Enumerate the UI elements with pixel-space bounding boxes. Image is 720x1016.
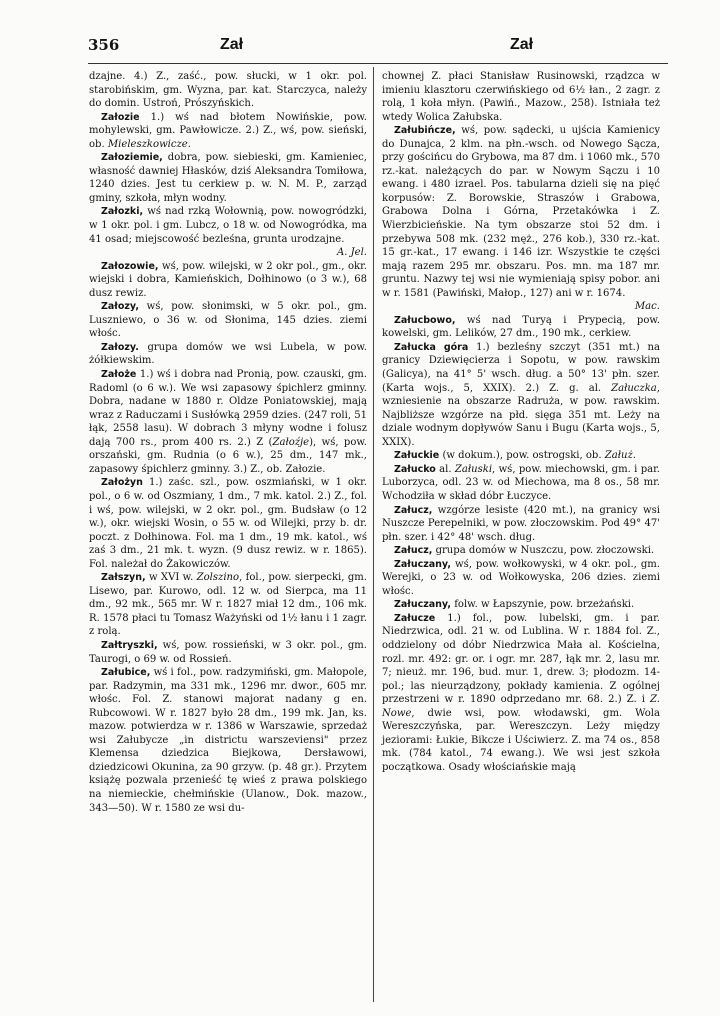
entry-headword: Załszyn, xyxy=(101,572,146,584)
entry-text: chownej Z. płaci Stanisław Rusinowski, rządzca w imieniu klasztoru czerwińskiego od 6½ łan., 2 zagr. z rolą, 1 koła młyn. (Pawiń., Mazow., 258). Istniała też wtedy Wolica Załubska. xyxy=(382,71,660,123)
entry-text-tail: , fol., pow. sierpecki, gm. Lisewo, par. Kurowo, odl. 12 w. od Sierpca, ma 11 dm., 92 mk., 565 mr. W r. 1827 miał 12 dm., 106 mk. R. 1578 płaci tu Tomasz Ważyński od 1½ łanu i 1 zagr. z rolą. xyxy=(89,572,367,638)
dictionary-entry xyxy=(89,111,367,152)
header-headword-left: Zał xyxy=(220,36,244,53)
entry-text: 1.) bezleśny szczyt (351 mt.) na granicy Dziewięcierza i Sopotu, w pow. rawskim (Galicya), na 41° 5' wsch. dług. a 50° 13' płn. szer. (Karta wojs., 5, XXIX). 2.) Z. g. al. xyxy=(382,341,660,394)
dictionary-entry xyxy=(89,151,367,205)
entry-headword: Załucz, xyxy=(394,545,433,557)
entry-headword: Załtryszki, xyxy=(101,639,158,651)
entry-text: wś, pow. rossieński, w 3 okr. pol., gm. Taurogi, o 69 w. od Rossień. xyxy=(89,639,367,665)
entry-italic-ref: Załoźje xyxy=(272,436,310,448)
entry-headword: Załoziemie, xyxy=(101,152,163,164)
dictionary-entry xyxy=(89,260,367,301)
entry-text: wś, pow. słonimski, w 5 okr. pol., gm. Luszniewo, o 36 w. od Słonima, 145 dzies. ziemi włośc. xyxy=(89,301,367,340)
entry-text-tail: , wś, pow. miechowski, gm. i par. Luborzyca, odl. 23 w. od Miechowa, ma 8 os., 58 mr. Wchodziła w skład dóbr Łuczyce. xyxy=(382,463,661,502)
dictionary-entry xyxy=(89,666,367,815)
entry-text: grupa domów w Nuszczu, pow. złoczowski. xyxy=(435,545,655,557)
entry-headword: Załuckie xyxy=(394,450,440,462)
dictionary-entry xyxy=(382,612,660,775)
dictionary-entry xyxy=(382,70,660,124)
entry-italic-ref: Zolszino xyxy=(196,572,240,584)
entry-text-tail: ), wś, pow. orszański, gm. Rudnia (o 6 w.), 25 dm., 147 mk., zapasowy śpichlerz gminny. 3.) Z., ob. Załozie. xyxy=(89,436,367,475)
entry-text: dobra, pow. siebieski, gm. Kamieniec, własność dawniej Hłasków, dziś Aleksandra Tomiłowa, 1240 dzies. Jest tu cerkiew p. w. N. M. P., zarząd gminy, szkoła, młyn wodny. xyxy=(89,152,367,204)
entry-text: wś, pow. wołkowyski, w 4 okr. pol., gm. Werejki, o 23 w. od Wołkowyska, 206 dzies. ziemi włośc. xyxy=(382,558,660,597)
entry-text-tail: , dwie wsi, pow. włodawski, gm. Wola Wereszczyńska, par. Wereszczyn. Leży między jeziorami: Łukie, Bikcze i Uściwierz. Z. ma 74 os., 858 mk. (784 katol., 74 ewang.). We wsi jest szkoła początkowa. Osady włościańskie mają xyxy=(382,707,660,773)
entry-text: 1.) fol., pow. lubelski, gm. i par. Niedrzwica, odl. 21 w. od Lublina. W r. 1884 fol. Z., oddzielony od dóbr Niedrzwica Mała al. Kościelna, rozl. mr. 492: gr. or. i ogr. mr. 287, łąk mr. 2, lasu mr. 7; nieuż. mr. 196, bud. mur. 1, drew. 3; płodozm. 14-pol.; las nieurządzony, pokłady kamienia. Z ogólnej przestrzeni w r. 1890 odprzedano mr. 68. 2.) Z. i xyxy=(382,612,660,706)
dictionary-entry xyxy=(382,598,660,612)
entry-headword: Załucko xyxy=(394,463,436,475)
entry-text: wś, pow. wilejski, w 2 okr pol., gm., okr. wiejski i dobra, Kamieńskich, Dołhinowo (o 3 w.), 68 dusz rewiz. xyxy=(89,260,367,299)
entry-text: wś nad Turyą i Prypecią, pow. kowelski, gm. Lelików, 27 dm., 190 mk., cerkiew. xyxy=(382,314,660,340)
page-number: 356 xyxy=(88,36,120,54)
entry-italic-ref: Załuski xyxy=(454,463,493,475)
entry-text: wś, pow. sądecki, u ujścia Kamienicy do Dunajca, 2 klm. na płn.-wsch. od Nowego Sącza, przy gościńcu do Grybowa, ma 87 dm. i 1060 mk., 570 rz.-kat. należących do par. w Nowym Sączu i 10 ewang. i 480 izrael. Pos. tabularna dzieli się na pięć korpusów: Z. Borowskie, Straszów i Grabowa, Grabowa Dolna i Górna, Przetakówka i Z. Wierzbicieńskie. Na tym obszarze stoi 52 dm. i przebywa 508 mk. (232 męż., 276 kob.), 330 rz.-kat. 15 gr.-kat., 17 ewang. i 146 izr. Wszystkie te części mają razem 295 mr. obszaru. Pos. mn. ma 187 mr. gruntu. Nazwy tej wsi nie wymieniają spisy pobor. ani w r. 1581 (Pawiński, Małop., 127) ani w r. 1674. xyxy=(382,125,660,299)
dictionary-entry xyxy=(89,300,367,341)
dictionary-entry xyxy=(382,463,660,504)
entry-text: 1.) zaśc. szl., pow. oszmiański, w 1 okr. pol., o 6 w. od Oszmiany, 1 dm., 7 mk. katol. 2.) Z., fol. i wś, pow. wilejski, w 2 okr. pol., gm. Budsław (o 12 w.), okr. wiejski Wosin, o 55 w. od Wilejki, przy b. dr. poczt. z Dołhinowa. Fol. ma 1 dm., 19 mk. katol., wś zaś 3 dm., 21 mk. t. wyzn. (9 dusz rewiz. w r. 1865). Fol. należał do Żakowiczów. xyxy=(89,477,368,570)
dictionary-entry xyxy=(382,124,660,300)
entry-headword: Załucz, xyxy=(394,504,433,516)
dictionary-entry xyxy=(382,449,660,463)
entry-headword: Załozie xyxy=(101,111,140,123)
dictionary-entry xyxy=(89,341,367,368)
entry-italic-ref: Mieleszkowicze xyxy=(107,138,188,150)
entry-text: grupa domów we wsi Lubela, w pow. żółkiewskim. xyxy=(89,341,367,367)
dictionary-entry xyxy=(89,571,367,639)
author-signature: Mac. xyxy=(634,301,660,313)
entry-headword: Załozy, xyxy=(101,301,139,313)
entry-italic-ref: Załuczka xyxy=(611,382,657,394)
column-divider xyxy=(373,67,374,1002)
entry-text: wzgórze lesiste (420 mt.), na granicy wsi Nuszcze Perepelniki, w pow. złoczowskim. Pod 49° 47' płn. szer. i 42° 48' wsch. dług. xyxy=(382,504,660,543)
dictionary-entry xyxy=(89,205,367,246)
entry-text-tail: . xyxy=(187,138,191,150)
dictionary-entry xyxy=(89,639,367,666)
entry-headword: Załuczany, xyxy=(394,599,451,611)
entry-text: w XVI w. xyxy=(148,572,197,584)
entry-text-tail: , wzniesienie na obszarze Radruża, w pow. rawskim. Najbliższe wzgórze na płd. sięga 351 mt. Leży na dziale wodnym dopływów Sanu i Bugu (Karta wojs., 5, XXIX). xyxy=(382,382,660,448)
entry-text: folw. w Łapszynie, pow. brzeżański. xyxy=(454,599,635,611)
left-column xyxy=(89,70,367,815)
entry-text: 1.) wś i dobra nad Pronią, pow. czauski, gm. Radoml (o 6 w.). We wsi zapasowy śpichlerz gminny. Dobra, nadane w 1880 r. Oldze Poniatowskiej, mają wraz z Raduczami i Susłówką 2959 dzies. (247 roli, 51 łąk, 2558 lasu). W dobrach 3 młyny wodne i folusz dają 700 rs., prom 400 rs. 2.) Z ( xyxy=(89,369,367,448)
entry-headword: Załozowie, xyxy=(101,260,159,272)
dictionary-entry xyxy=(89,476,367,571)
entry-headword: Załubińcze, xyxy=(394,125,456,137)
entry-headword: Załozy. xyxy=(101,341,139,353)
entry-headword: Załucka góra xyxy=(394,341,469,353)
right-column xyxy=(382,70,660,774)
entry-text: dzajne. 4.) Z., zaść., pow. słucki, w 1 okr. pol. starobińskim, gm. Wyzna, par. kat. Starczyca, należy do domin. Ustroń, Prószyńskich. xyxy=(89,71,367,110)
dictionary-entry xyxy=(89,70,367,111)
entry-italic-ref: Załuż xyxy=(604,450,633,462)
running-header xyxy=(0,36,720,60)
entry-headword: Załucze xyxy=(394,612,436,624)
entry-headword: Założe xyxy=(101,369,137,381)
entry-text: 1.) wś nad błotem Nowińskie, pow. mohylewski, gm. Pawłowicze. 2.) Z., wś, pow. sieński, ob. xyxy=(89,111,368,150)
entry-text: wś nad rzką Wołownią, pow. nowogródzki, w 1 okr. pol. i gm. Lubcz, o 18 w. od Nowogródka, ma 41 osad; miejscowość bezleśna, grunta urodzajne. xyxy=(89,206,367,245)
dictionary-entry xyxy=(382,558,660,599)
entry-headword: Założyn xyxy=(101,477,143,489)
entry-headword: Załubice, xyxy=(101,667,151,679)
entry-text: (w dokum.), pow. ostrogski, ob. xyxy=(442,450,605,462)
author-signature: A. Jel. xyxy=(336,247,367,259)
dictionary-entry xyxy=(382,314,660,341)
dictionary-entry xyxy=(382,341,660,449)
entry-headword: Załucbowo, xyxy=(394,314,456,326)
entry-text: al. xyxy=(439,463,455,475)
entry-italic-ref: Z. Nowe xyxy=(382,694,660,719)
entry-headword: Załozki, xyxy=(101,206,144,218)
dictionary-entry xyxy=(89,368,367,476)
entry-headword: Załuczany, xyxy=(394,558,451,570)
header-rule xyxy=(88,63,668,64)
dictionary-entry xyxy=(382,504,660,545)
entry-text: wś i fol., pow. radzymiński, gm. Małopole, par. Radzymin, ma 331 mk., 1296 mr. dwor., 605 mr. włośc. Fol. Z. stanowi majorat nadany g en. Rubcowowi. W r. 1827 było 28 dm., 199 mk. Jan, ks. mazow. potwierdza w r. 1386 w Warszawie, sprzedaż wsi Załubycze „in districtu warszeviensi" przez Klemensa dziedzica Biejkowa, Dersławowi, dziedzicowi Okunina, za 90 grzyw. (p. 48 gr.). Przytem książę pozwala przenieść tę wieś z prawa polskiego na niemieckie, chełmińskie (Ulanow., Dok. mazow., 343—50). W r. 1580 ze wsi du- xyxy=(89,667,367,814)
entry-text-tail: . xyxy=(632,450,636,462)
dictionary-entry xyxy=(382,544,660,558)
header-headword-right: Zał xyxy=(510,36,534,53)
